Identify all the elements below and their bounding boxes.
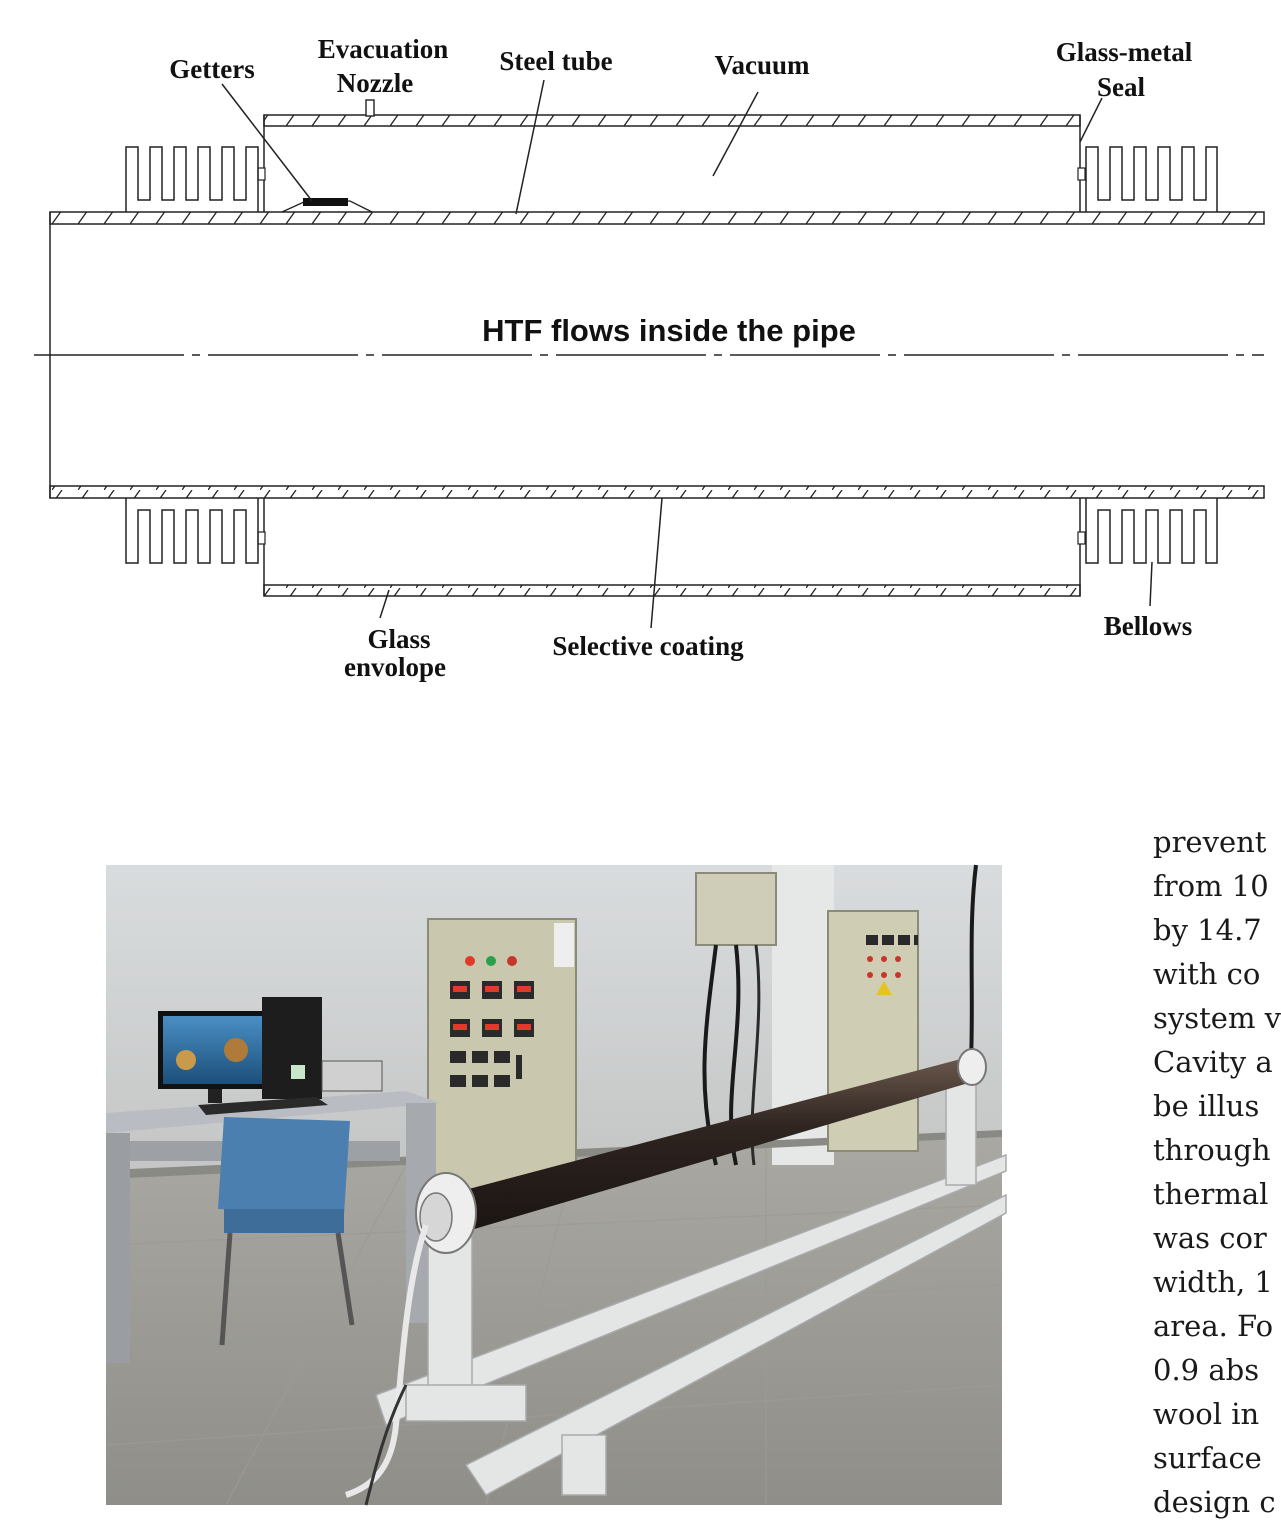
leader-bellows xyxy=(1150,562,1152,606)
bellows-bottom-left xyxy=(126,498,258,563)
label-glass-envelope-line2: envolope xyxy=(343,652,447,682)
label-evacuation-nozzle-line2: Nozzle xyxy=(336,68,414,98)
bellows-top-left xyxy=(126,147,258,212)
receiver-cross-section-diagram xyxy=(0,0,1264,720)
label-evacuation-nozzle-line1: Evacuation xyxy=(317,34,449,64)
text-line: through xyxy=(1153,1133,1271,1167)
label-glass-envelope-line1: Glass xyxy=(367,624,431,654)
office-chair xyxy=(218,1117,350,1215)
text-line: prevent xyxy=(1153,825,1267,859)
label-glass-metal-seal-line1: Glass-metal xyxy=(1055,37,1193,67)
computer-tower xyxy=(262,997,322,1099)
steel-tube-top-wall xyxy=(50,212,1264,224)
text-line: Cavity a xyxy=(1153,1045,1273,1079)
text-line: system v xyxy=(1153,1001,1281,1035)
text-line: with co xyxy=(1153,957,1261,991)
text-line: surface xyxy=(1153,1441,1262,1475)
leader-getters xyxy=(222,84,312,201)
label-getters: Getters xyxy=(169,54,255,84)
leader-selective-coating xyxy=(651,498,662,628)
text-line: from 10 xyxy=(1153,869,1269,903)
experimental-setup-photo xyxy=(106,865,1002,1505)
steel-tube-bottom-wall xyxy=(50,486,1264,498)
label-htf-flow: HTF flows inside the pipe xyxy=(482,313,856,348)
bellows-top-right xyxy=(1086,147,1217,212)
label-bellows: Bellows xyxy=(1103,611,1193,641)
text-line: was cor xyxy=(1153,1221,1267,1255)
glass-metal-seal-left-top xyxy=(258,168,265,180)
text-line: area. Fo xyxy=(1153,1309,1274,1343)
label-vacuum: Vacuum xyxy=(714,50,810,80)
text-line: by 14.7 xyxy=(1153,913,1262,947)
text-line: width, 1 xyxy=(1153,1265,1273,1299)
body-text-column xyxy=(1153,820,1281,1524)
evacuation-nozzle xyxy=(366,100,374,116)
bellows-bottom-right xyxy=(1086,498,1217,563)
label-steel-tube: Steel tube xyxy=(499,46,613,76)
glass-envelope-bottom xyxy=(264,585,1080,596)
glass-envelope-top xyxy=(264,115,1080,126)
text-line: design c xyxy=(1153,1485,1276,1519)
glass-metal-seal-right-bottom xyxy=(1078,532,1085,544)
leader-vacuum xyxy=(713,92,758,176)
text-line: 0.9 abs xyxy=(1153,1353,1260,1387)
leader-glass-metal-seal xyxy=(1080,98,1102,142)
glass-metal-seal-right-top xyxy=(1078,168,1085,180)
glass-metal-seal-left-bottom xyxy=(258,532,265,544)
label-glass-metal-seal-line2: Seal xyxy=(1096,72,1146,102)
label-selective-coating: Selective coating xyxy=(552,631,744,661)
wall-electrical-box xyxy=(696,873,776,945)
text-line: thermal xyxy=(1153,1177,1269,1211)
text-line: be illus xyxy=(1153,1089,1260,1123)
text-line: wool in xyxy=(1153,1397,1260,1431)
tube-end-cap-right xyxy=(958,1049,986,1085)
leader-steel-tube xyxy=(516,80,544,214)
